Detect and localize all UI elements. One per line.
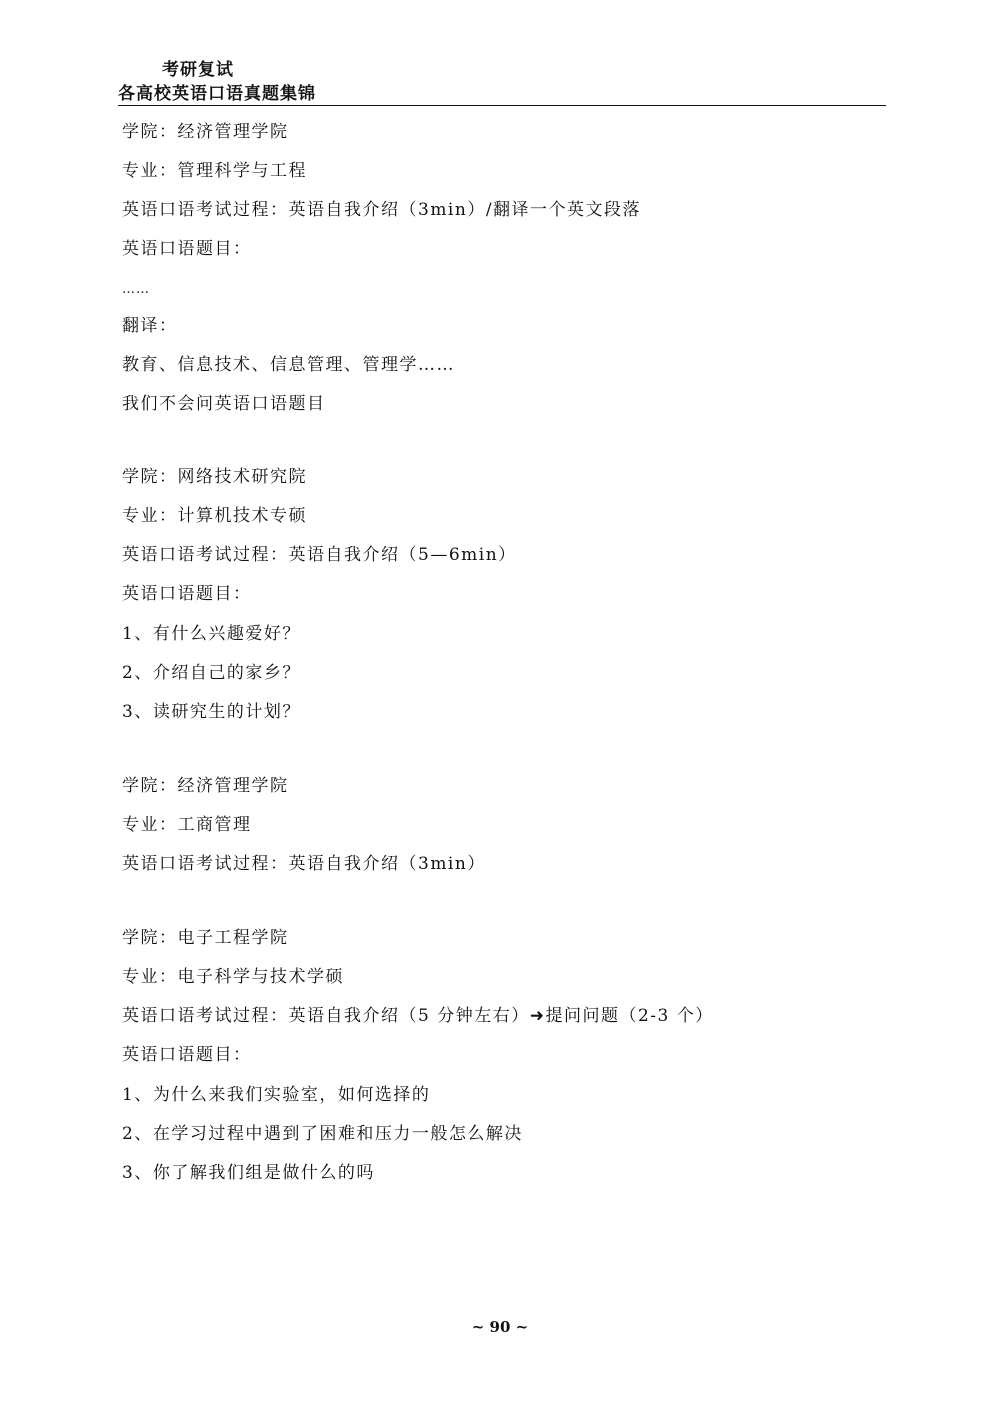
section2-questions-label: 英语口语题目： [122,584,252,604]
section4-college: 学院：电子工程学院 [122,928,289,948]
section3-college: 学院：经济管理学院 [122,776,289,796]
section2-question-1: 1、有什么兴趣爱好？ [122,624,301,644]
header-subtitle: 各高校英语口语真题集锦 [118,84,316,104]
section2-college: 学院：网络技术研究院 [122,467,307,487]
section1-translation-label: 翻译： [122,316,178,336]
header-title: 考研复试 [162,60,234,80]
section4-major: 专业：电子科学与技术学硕 [122,967,344,987]
section2-question-2: 2、介绍自己的家乡？ [122,663,301,683]
page-header [118,58,886,106]
section1-major: 专业：管理科学与工程 [122,161,307,181]
header-rule [118,105,886,106]
section1-process: 英语口语考试过程：英语自我介绍（3min）/翻译一个英文段落 [122,200,642,220]
section2-major: 专业：计算机技术专硕 [122,506,307,526]
section4-questions-label: 英语口语题目： [122,1045,252,1065]
section4-process: 英语口语考试过程：英语自我介绍（5 分钟左右）➜提问问题（2-3 个） [122,1006,714,1026]
section1-ellipsis: …… [122,282,150,297]
section3-process: 英语口语考试过程：英语自我介绍（3min） [122,854,486,874]
section1-questions-label: 英语口语题目： [122,239,252,259]
section2-question-3: 3、读研究生的计划？ [122,702,301,722]
section3-major: 专业：工商管理 [122,815,252,835]
page-number: ~ 90 ~ [471,1318,529,1336]
section1-college: 学院：经济管理学院 [122,122,289,142]
section4-question-3: 3、你了解我们组是做什么的吗 [122,1163,375,1183]
section4-question-1: 1、为什么来我们实验室，如何选择的 [122,1085,431,1105]
section4-question-2: 2、在学习过程中遇到了困难和压力一般怎么解决 [122,1124,523,1144]
section1-translation-topics: 教育、信息技术、信息管理、管理学…… [122,355,455,375]
section2-process: 英语口语考试过程：英语自我介绍（5—6min） [122,545,517,565]
section1-note: 我们不会问英语口语题目 [122,394,326,414]
